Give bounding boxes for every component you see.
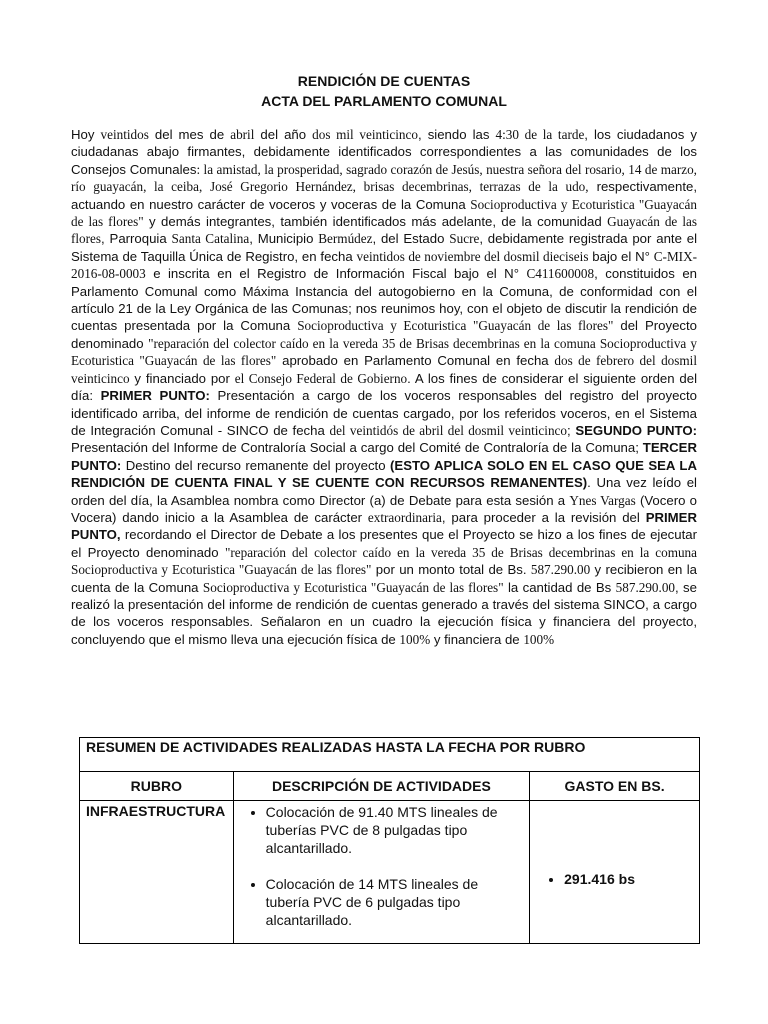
activities-list [240, 803, 523, 929]
paragraph-segment: Socioproductiva y Ecoturistica "Guayacán de las flores" [202, 579, 504, 595]
paragraph-segment: abril [230, 127, 255, 142]
paragraph-segment: Destino del recurso remanente del proyecto [121, 457, 390, 473]
paragraph-segment: . Una vez leído el orden del día, la Asamblea nombra como Director (a) de Debate para esta sesión a [71, 475, 697, 508]
paragraph-segment: del veintidós de abril del dosmil veinticinco [329, 422, 567, 438]
paragraph-segment: Presentación del Informe de Contraloría Social a cargo del Comité de Contraloría de la Comuna; [71, 440, 643, 456]
document-subtitle: ACTA DEL PARLAMENTO COMUNAL [261, 93, 507, 109]
paragraph-segment: Socioproductiva y Ecoturistica "Guayacán de las flores" [71, 196, 697, 230]
paragraph-segment: , del Estado [372, 231, 450, 247]
description-cell [233, 801, 529, 944]
paragraph-segment: aprobado en Parlamento Comunal en fecha [276, 353, 555, 369]
paragraph-segment: SEGUNDO PUNTO: [575, 422, 698, 438]
paragraph-segment: ; [567, 422, 576, 438]
act-paragraph [71, 126, 697, 648]
paragraph-segment: y financiado por [129, 370, 235, 386]
paragraph-segment: (ESTO APLICA SOLO EN EL CASO QUE SEA LA RENDICIÓN DE CUENTA FINAL Y SE CUENTE CON RECURSOS REMANENTES) [71, 457, 697, 491]
paragraph-segment: "reparación del colector caído en la vereda 35 de Brisas decembrinas en la comuna Socioproductiva y Ecoturistica "Guayacán de las flores" [71, 335, 697, 369]
paragraph-segment: Socioproductiva y Ecoturistica "Guayacán de las flores" [297, 318, 614, 334]
paragraph-segment: , Municipio [249, 231, 319, 247]
paragraph-segment: C411600008 [526, 266, 595, 282]
paragraph-segment: TERCER PUNTO: [71, 440, 697, 473]
paragraph-segment: , para proceder a la revisión del [441, 509, 646, 525]
paragraph-segment: Presentación a cargo de los voceros responsables del registro del proyecto identificado arriba, del informe de rendición de cuentas cargado, por los referidos voceros, en el Sistema de Integración Comunal - SINCO de fecha [71, 388, 697, 438]
activities-table [79, 737, 700, 944]
paragraph-segment: : la amistad, la prosperidad, sagrado corazón de Jesús, nuestra señora del rosario, 14 de marzo, río guayacán, la ceiba, José Gregorio Hernández, brisas decembrinas, terrazas de la udo, [71, 161, 697, 195]
paragraph-segment: el Consejo Federal de Gobierno [234, 370, 408, 386]
paragraph-segment: 587.290.00 [615, 579, 675, 595]
paragraph-segment: del mes de [148, 127, 231, 142]
paragraph-segment: del Proyecto denominado [71, 318, 697, 351]
paragraph-segment: PRIMER PUNTO: [100, 388, 210, 404]
paragraph-segment: del año [254, 127, 313, 142]
gasto-cell [530, 801, 700, 944]
paragraph-segment: , constituidos en Parlamento Comunal como Máxima Instancia del autogobierno en la Comuna, de conformidad con el artículo 21 de la Ley Orgánica de las Comunas; nos reunimos hoy, con el objeto de discutir la rendición de cuentas presentada por la Comuna [71, 266, 697, 334]
paragraph-segment: , debidamente registrada por ante el Sistema de Taquilla Única de Registro, en fecha [71, 231, 697, 264]
gasto-list [536, 871, 693, 887]
paragraph-segment: recordando el Director de Debate a los presentes que el Proyecto se hizo a los fines de ejecutar el Proyecto denominado [71, 527, 697, 560]
column-header-gasto: GASTO EN BS. [530, 772, 700, 801]
paragraph-segment: Sucre [449, 231, 480, 247]
paragraph-segment: 100% [399, 631, 431, 647]
activity-item: • Colocación de 14 MTS lineales de tubería PVC de 6 pulgadas tipo alcantarillado. [266, 875, 523, 929]
paragraph-segment: , Parroquia [101, 231, 172, 247]
activity-item: • Colocación de 91.40 MTS lineales de tuberías PVC de 8 pulgadas tipo alcantarillado. [266, 803, 523, 857]
rubro-cell: INFRAESTRUCTURA [80, 801, 234, 944]
document-title: RENDICIÓN DE CUENTAS [297, 73, 471, 89]
paragraph-segment: (Vocero o Vocera) dando inicio a la Asamblea de carácter [71, 492, 697, 525]
paragraph-segment: dos mil veinticinco [312, 127, 418, 142]
paragraph-segment: Guayacán de las flores [71, 214, 697, 247]
paragraph-segment: 100% [523, 631, 555, 647]
paragraph-segment: por un monto total de Bs. [371, 562, 531, 578]
paragraph-segment: e inscrita en el Registro de Información Fiscal bajo el N° [145, 266, 527, 282]
table-summary-title: RESUMEN DE ACTIVIDADES REALIZADAS HASTA LA FECHA POR RUBRO [80, 738, 700, 772]
paragraph-segment: , los ciudadanos y ciudadanas abajo firmantes, debidamente identificados correspondientes a las comunidades de los Consejos Comunales [71, 127, 697, 177]
gasto-value: • 291.416 bs [564, 871, 693, 887]
paragraph-segment: "reparación del colector caído en la vereda 35 de Brisas decembrinas en la comuna Socioproductiva y Ecoturistica "Guayacán de las flores" [71, 544, 698, 578]
paragraph-segment: Ynes Vargas [569, 492, 636, 508]
paragraph-segment: 4:30 de la tarde [495, 127, 585, 142]
paragraph-segment: . A los fines de considerar el siguiente orden del día: [71, 370, 697, 404]
paragraph-segment: Bermúdez [318, 231, 373, 247]
paragraph-segment: y demás integrantes, también identificados más adelante, de la comunidad [143, 214, 608, 230]
paragraph-segment: respectivamente, actuando en nuestro carácter de voceros y voceras de la Comuna [71, 179, 697, 212]
paragraph-segment: , se realizó la presentación del informe de rendición de cuentas generado a través del sistema SINCO, a cargo de los voceros responsables. Señalaron en un cuadro la ejecución física y financiera del proyecto, concluyendo que el mismo lleva una ejecución física de [71, 579, 697, 647]
paragraph-segment: C-MIX-2016-08-0003 [71, 248, 697, 282]
paragraph-segment: Hoy [71, 127, 101, 142]
paragraph-segment: 587.290.00 [530, 562, 591, 578]
paragraph-segment: y recibieron en la cuenta de la Comuna [71, 562, 697, 595]
paragraph-segment: PRIMER PUNTO, [71, 509, 697, 543]
paragraph-segment: veintidos [100, 127, 149, 142]
paragraph-segment: y financiera de [430, 631, 524, 647]
paragraph-segment: veintidos de noviembre del dosmil dieciseis [356, 248, 589, 264]
paragraph-segment: dos de febrero del dosmil veinticinco [71, 353, 697, 386]
column-header-descripcion: DESCRIPCIÓN DE ACTIVIDADES [233, 772, 529, 801]
paragraph-segment: bajo el N° [588, 248, 654, 264]
paragraph-segment: Santa Catalina [171, 231, 250, 247]
column-header-rubro: RUBRO [80, 772, 234, 801]
table-row [80, 801, 700, 944]
paragraph-segment: extraordinaria [367, 509, 442, 525]
paragraph-segment: , siendo las [417, 127, 496, 142]
paragraph-segment: la cantidad de Bs [503, 579, 616, 595]
